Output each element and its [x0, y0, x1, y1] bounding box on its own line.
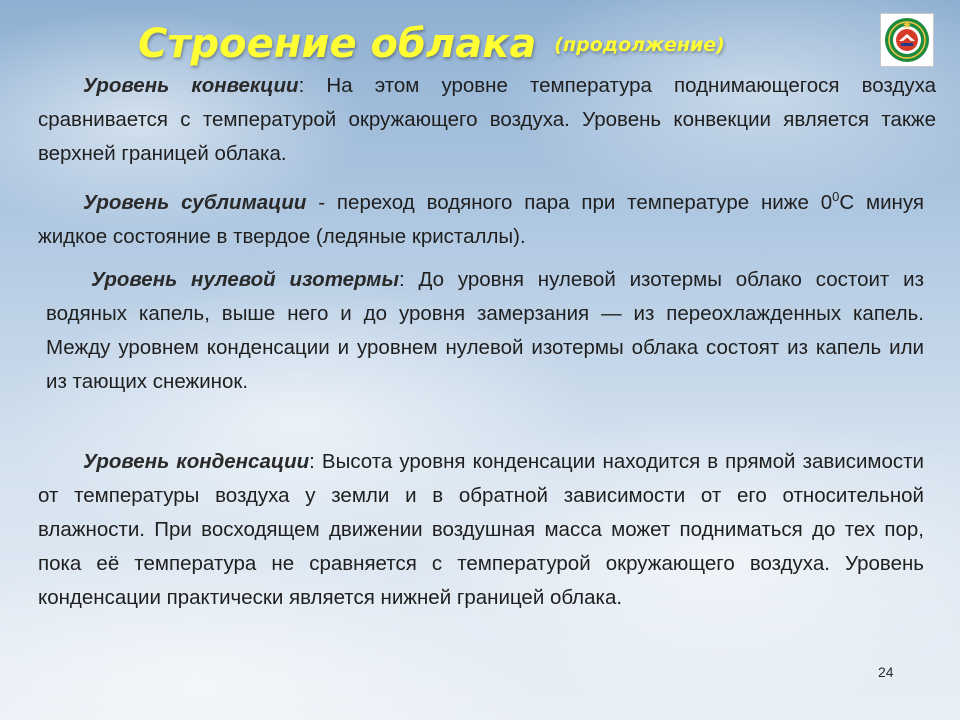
paragraph-convection-level: [38, 69, 936, 171]
slide-title-main: Строение облака: [138, 21, 537, 67]
term-separator: :: [398, 268, 405, 291]
paragraph-text-continued: С минуя жидкое состояние в твердое (ледяные кристаллы).: [38, 190, 924, 248]
paragraph-sublimation-level: [38, 180, 924, 254]
page-number: 24: [878, 664, 894, 680]
term-sublimation-level: Уровень сублимации: [83, 190, 307, 214]
term-convection-level: Уровень конвекции: [83, 74, 299, 97]
term-separator: :: [298, 74, 305, 97]
paragraph-zero-isotherm-level: [46, 263, 924, 399]
slide-title-suffix: (продолжение): [554, 34, 725, 56]
paragraph-text: На этом уровне температура поднимающегося воздуха сравнивается с температурой окружающего воздуха. Уровень конвекции является также верхней границей облака.: [38, 74, 937, 165]
university-emblem-icon: [884, 17, 930, 63]
degree-superscript: 0: [832, 189, 840, 204]
slide-title: [138, 18, 725, 71]
university-logo: [880, 13, 934, 67]
term-zero-isotherm-level: Уровень нулевой изотермы: [91, 268, 399, 291]
term-separator: :: [309, 450, 315, 473]
paragraph-text: До уровня нулевой изотермы облако состоит из водяных капель, выше него и до уровня замерзания — из переохлажденных капель. Между уровнем конденсации и уровнем нулевой изотермы облака состоят из капель или из тающих снежинок.: [46, 268, 924, 393]
term-condensation-level: Уровень конденсации: [83, 450, 310, 473]
paragraph-text: Высота уровня конденсации находится в прямой зависимости от температуры воздуха у земли и в обратной зависимости от его относительной влажности. При восходящем движении воздушная масса может подниматься до тех пор, пока её температура не сравняется с температурой окружающего воздуха. Уровень конденсации практически является нижней границей облака.: [38, 450, 924, 609]
paragraph-condensation-level: [38, 445, 924, 615]
paragraph-text: - переход водяного пара при температуре ниже 0: [306, 190, 833, 214]
